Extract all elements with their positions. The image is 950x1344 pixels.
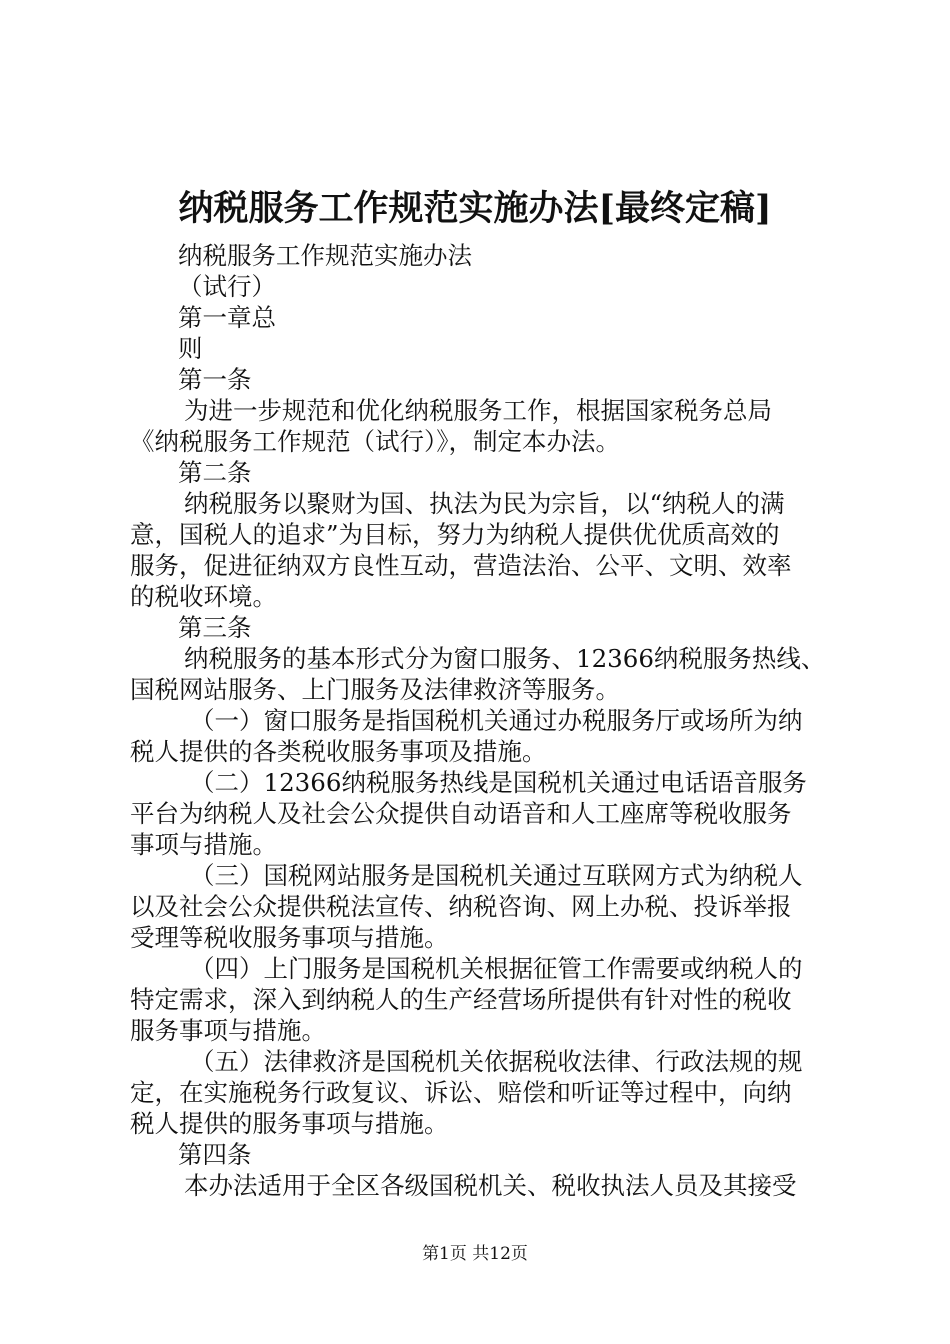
paragraph-line: 为进一步规范和优化纳税服务工作，根据国家税务总局 bbox=[184, 396, 772, 425]
article-heading: 第二条 bbox=[178, 458, 252, 487]
chapter-heading-line: 第一章总 bbox=[178, 303, 276, 332]
paragraph-line: 定，在实施税务行政复议、诉讼、赔偿和听证等过程中，向纳 bbox=[130, 1078, 792, 1107]
paragraph-line: 以及社会公众提供税法宣传、纳税咨询、网上办税、投诉举报 bbox=[130, 892, 792, 921]
paragraph-line: （四）上门服务是国税机关根据征管工作需要或纳税人的 bbox=[190, 954, 803, 983]
paragraph-line: 事项与措施。 bbox=[130, 830, 277, 859]
paragraph-line: 服务，促进征纳双方良性互动，营造法治、公平、文明、效率 bbox=[130, 551, 792, 580]
paragraph-line: 《纳税服务工作规范（试行）》，制定本办法。 bbox=[130, 427, 620, 456]
article-heading: 第三条 bbox=[178, 613, 252, 642]
paragraph-line: 税人提供的各类税收服务事项及措施。 bbox=[130, 737, 547, 766]
paragraph-line: 本办法适用于全区各级国税机关、税收执法人员及其接受 bbox=[184, 1171, 797, 1200]
article-heading: 第一条 bbox=[178, 365, 252, 394]
paragraph-line: 服务事项与措施。 bbox=[130, 1016, 326, 1045]
paragraph-line: 特定需求，深入到纳税人的生产经营场所提供有针对性的税收 bbox=[130, 985, 792, 1014]
paragraph-line: 纳税服务的基本形式分为窗口服务、12366纳税服务热线、 bbox=[184, 644, 826, 673]
paragraph-line: 意，国税人的追求”为目标，努力为纳税人提供优优质高效的 bbox=[130, 520, 780, 549]
paragraph-line: （五）法律救济是国税机关依据税收法律、行政法规的规 bbox=[190, 1047, 803, 1076]
paragraph-line: 国税网站服务、上门服务及法律救济等服务。 bbox=[130, 675, 620, 704]
paragraph-line: 受理等税收服务事项与措施。 bbox=[130, 923, 449, 952]
paragraph-line: （二）12366纳税服务热线是国税机关通过电话语音服务 bbox=[190, 768, 807, 797]
paragraph-line: 纳税服务以聚财为国、执法为民为宗旨，以“纳税人的满 bbox=[184, 489, 785, 518]
paragraph-line: 平台为纳税人及社会公众提供自动语音和人工座席等税收服务 bbox=[130, 799, 792, 828]
chapter-heading-line: 则 bbox=[178, 334, 203, 363]
article-heading: 第四条 bbox=[178, 1140, 252, 1169]
document-body bbox=[130, 240, 850, 1201]
paragraph-line: （一）窗口服务是指国税机关通过办税服务厅或场所为纳 bbox=[190, 706, 803, 735]
document-title: 纳税服务工作规范实施办法[最终定稿] bbox=[178, 188, 772, 229]
page-number-footer: 第1页 共12页 bbox=[422, 1244, 528, 1264]
trial-note-line: （试行） bbox=[178, 272, 276, 301]
paragraph-line: 的税收环境。 bbox=[130, 582, 277, 611]
paragraph-line: 税人提供的服务事项与措施。 bbox=[130, 1109, 449, 1138]
paragraph-line: （三）国税网站服务是国税机关通过互联网方式为纳税人 bbox=[190, 861, 803, 890]
subtitle-line: 纳税服务工作规范实施办法 bbox=[178, 241, 472, 270]
